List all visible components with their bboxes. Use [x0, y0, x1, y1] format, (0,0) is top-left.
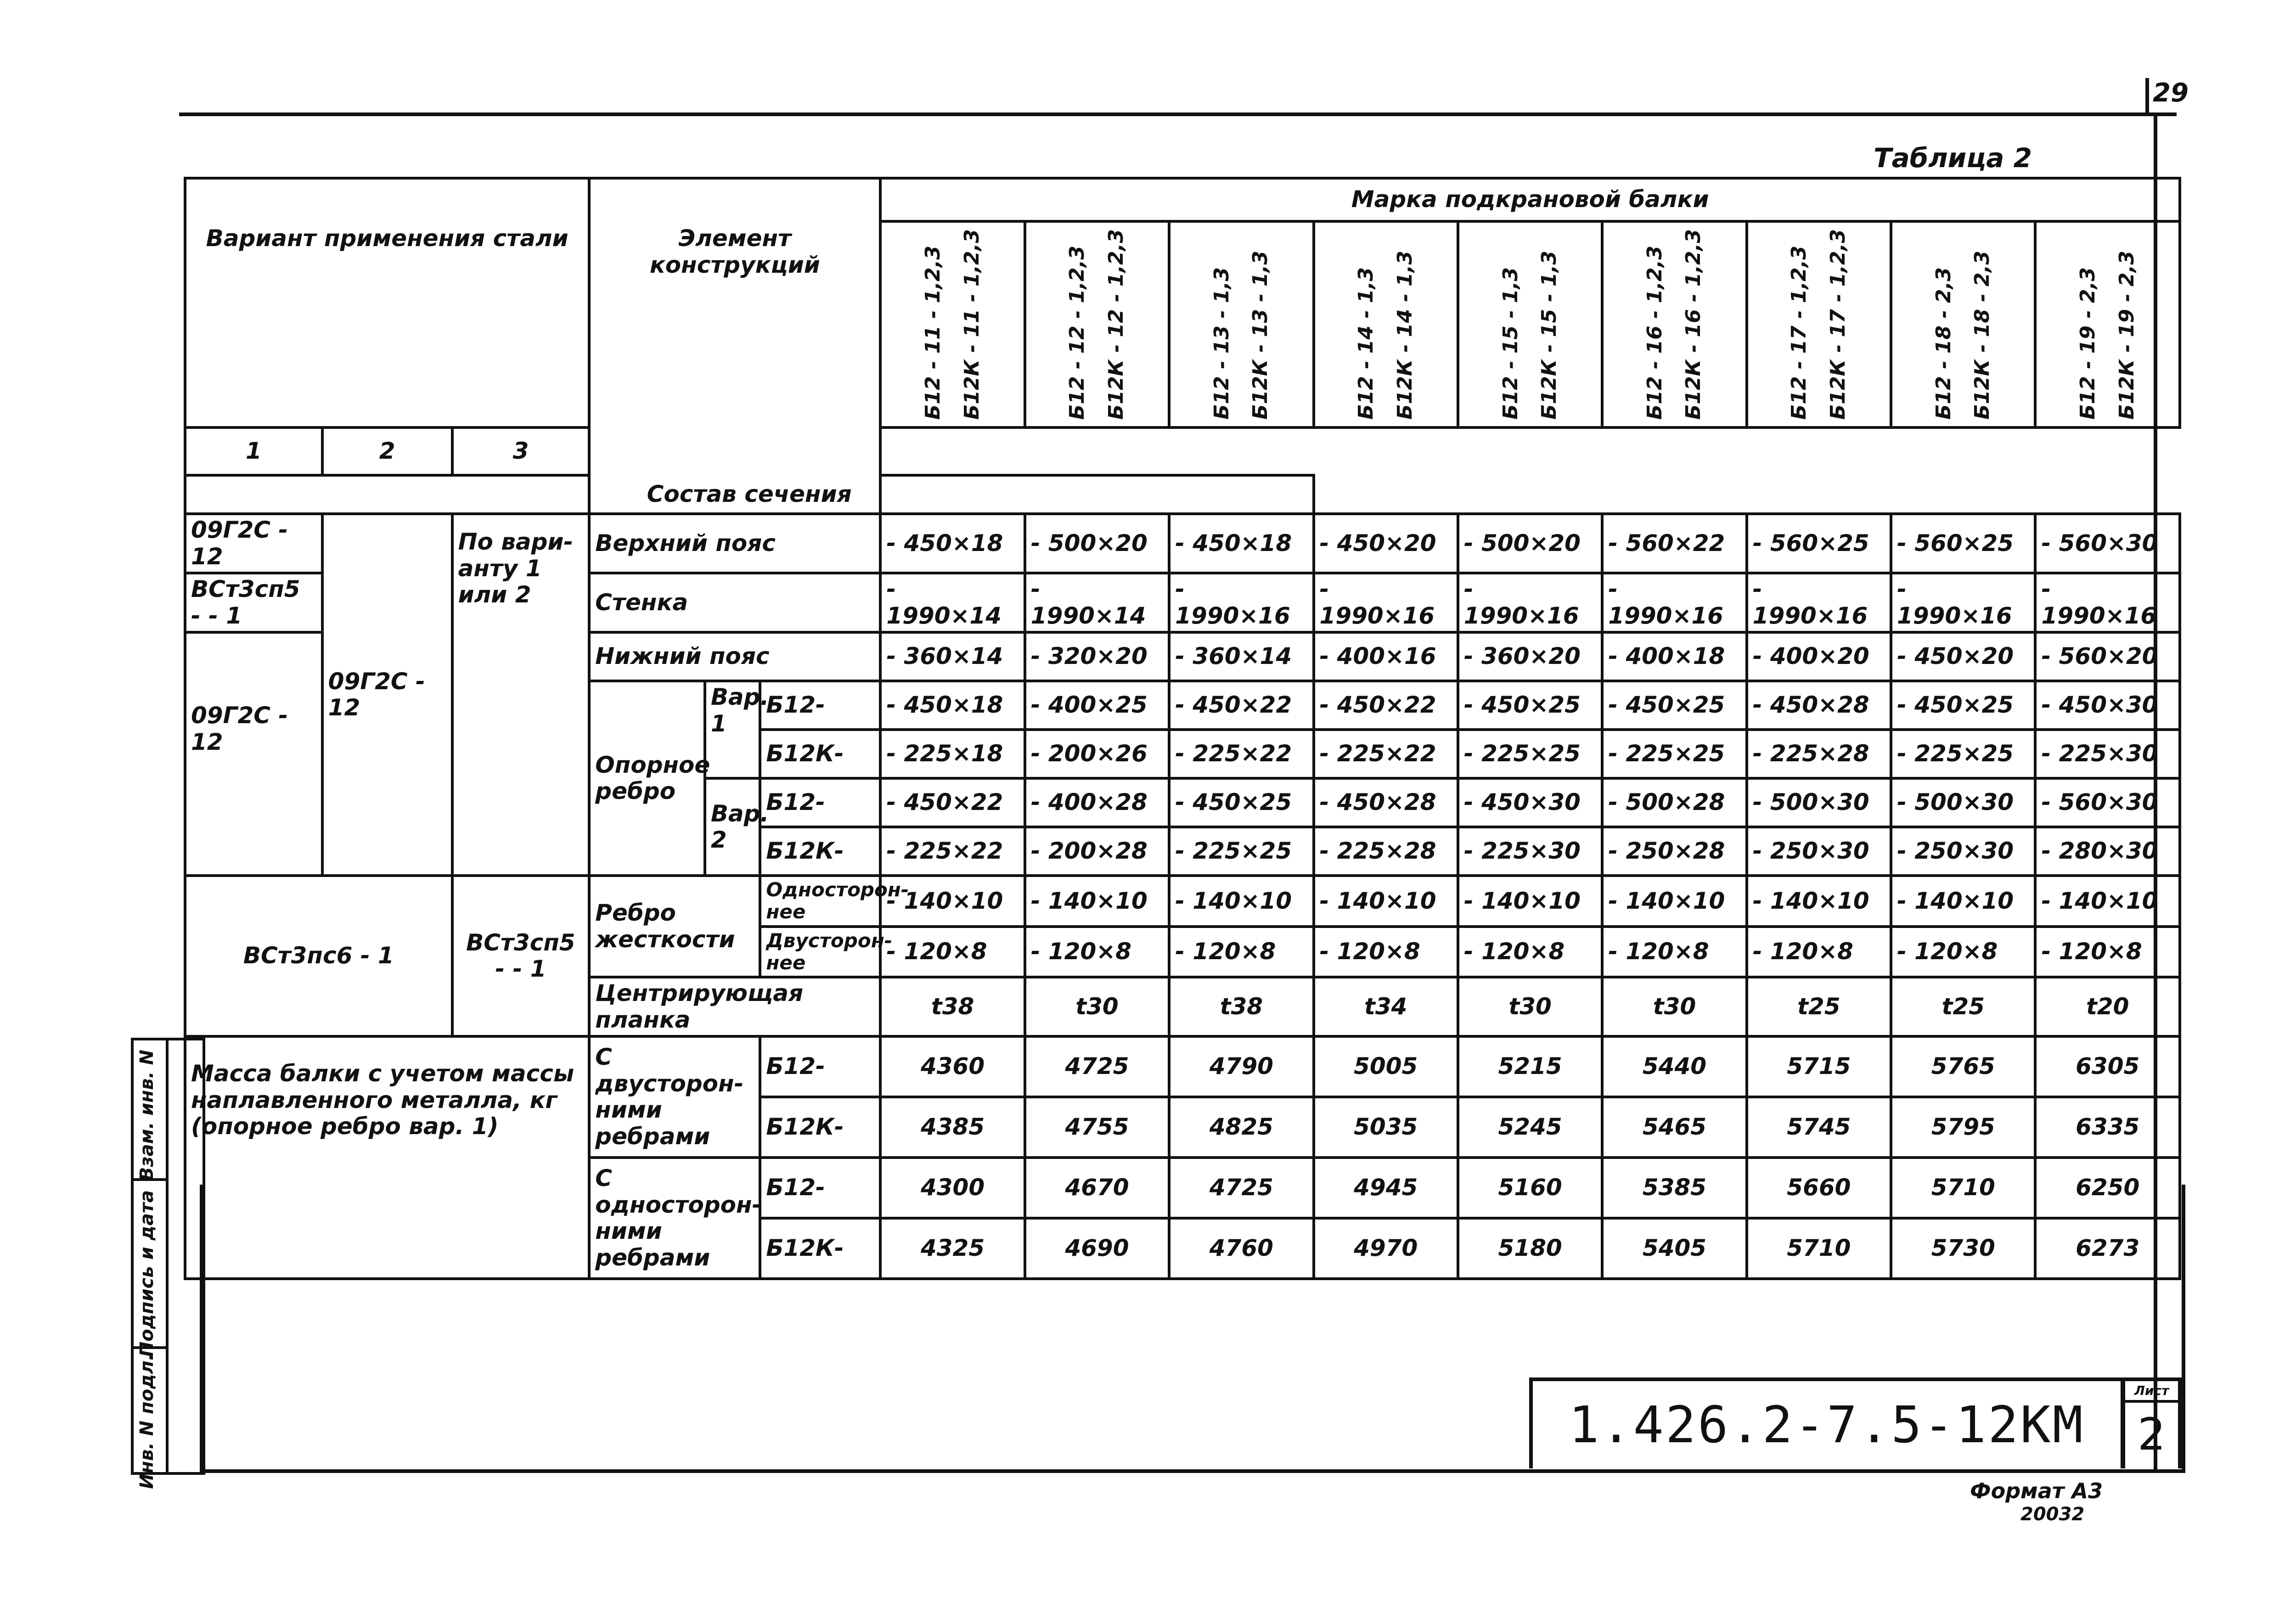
beam-mark: Б12 - 18 - 2,3 [1931, 267, 1955, 420]
value-cell: - 225×25 [1602, 730, 1746, 778]
mark-b12k: Б12К- [760, 1097, 880, 1158]
stamp-cell-inventory [134, 1349, 166, 1489]
value-cell: 5795 [1891, 1097, 2035, 1158]
value-cell: 5160 [1458, 1158, 1602, 1218]
value-cell: - 225×25 [1458, 730, 1602, 778]
row-stiff-one [185, 876, 2180, 927]
beam-mark: Б12 - 17 - 1,2,3 [1787, 245, 1811, 420]
beam-mark: Б12 - 12 - 1,2,3 [1065, 245, 1089, 420]
value-cell: t30 [1602, 977, 1746, 1036]
beam-mark-cell [1891, 221, 2035, 427]
value-cell: - 400×20 [1747, 632, 1891, 681]
beam-mark-pair [1175, 220, 1307, 429]
beam-mark-header: Марка подкрановой балки [880, 178, 2180, 221]
value-cell: 5385 [1602, 1158, 1746, 1218]
value-cell: - 400×18 [1602, 632, 1746, 681]
beam-mark-pair [1031, 220, 1163, 429]
value-cell: t38 [1169, 977, 1313, 1036]
value-cell: - 560×22 [1602, 514, 1746, 573]
value-cell: t25 [1747, 977, 1891, 1036]
value-cell: - 225×22 [880, 827, 1024, 876]
beam-mark-pair [1464, 220, 1596, 429]
sheet-box [2122, 1377, 2182, 1468]
stiff-two-side: Двусторон- нее [760, 927, 880, 978]
value-cell: 5440 [1602, 1036, 1746, 1097]
value-cell: - 450×20 [1314, 514, 1458, 573]
steel-v2: 09Г2С - 12 [322, 514, 452, 876]
beam-mark: Б12 - 19 - 2,3 [2076, 267, 2100, 420]
value-cell: 5035 [1314, 1097, 1458, 1158]
value-cell: - 225×18 [880, 730, 1024, 778]
value-cell: - 225×30 [2035, 730, 2180, 778]
beam-mark-cell [1314, 221, 1458, 427]
document-code: 1.426.2-7.5-12КМ [1569, 1395, 2085, 1454]
beam-mark-cell [1025, 221, 1169, 427]
value-cell: - 1990×16 [1169, 573, 1313, 632]
value-cell: - 280×30 [2035, 827, 2180, 876]
beam-mark-cell [1747, 221, 1891, 427]
beam-mark-k: Б12К - 11 - 1,2,3 [960, 229, 984, 420]
value-cell: - 140×10 [1458, 876, 1602, 927]
value-cell: - 1990×14 [1025, 573, 1169, 632]
beam-mark: Б12 - 11 - 1,2,3 [921, 245, 945, 420]
value-cell: - 1990×16 [1891, 573, 2035, 632]
value-cell: - 140×10 [2035, 876, 2180, 927]
value-cell: - 360×14 [880, 632, 1024, 681]
value-cell: 4725 [1169, 1158, 1313, 1218]
row-top-flange [185, 514, 2180, 573]
value-cell: - 450×25 [1891, 681, 2035, 730]
beam-mark-k: Б12К - 18 - 2,3 [1970, 251, 1994, 420]
value-cell: 4385 [880, 1097, 1024, 1158]
element-support-rib: Опорное ребро [589, 681, 705, 876]
value-cell: t25 [1891, 977, 2035, 1036]
element-center-plate: Центрирующая планка [589, 977, 880, 1036]
value-cell: 5730 [1891, 1218, 2035, 1279]
value-cell: - 225×22 [1169, 730, 1313, 778]
stamp-cell-signature [134, 1181, 166, 1357]
row-mass-two-b12 [185, 1036, 2180, 1097]
stamp-replaced-label: Взам. инв. N [136, 1050, 158, 1181]
value-cell: - 120×8 [2035, 927, 2180, 978]
mark-b12: Б12- [760, 1158, 880, 1218]
frame-top-line [179, 112, 2177, 116]
beam-mark: Б12 - 13 - 1,3 [1210, 267, 1233, 420]
value-cell: - 120×8 [880, 927, 1024, 978]
value-cell: - 140×10 [1314, 876, 1458, 927]
value-cell: - 140×10 [1169, 876, 1313, 927]
beam-mark-pair [1897, 220, 2029, 429]
value-cell: - 1990×14 [880, 573, 1024, 632]
value-cell: - 500×28 [1602, 778, 1746, 827]
value-cell: 4790 [1169, 1036, 1313, 1097]
value-cell: - 225×28 [1314, 827, 1458, 876]
value-cell: 5660 [1747, 1158, 1891, 1218]
value-cell: 4755 [1025, 1097, 1169, 1158]
stiff-one-side: Односторон- нее [760, 876, 880, 927]
mark-b12k: Б12К- [760, 730, 880, 778]
value-cell: - 225×30 [1458, 827, 1602, 876]
value-cell: - 140×10 [1747, 876, 1891, 927]
beam-mark-k: Б12К - 14 - 1,3 [1393, 251, 1417, 420]
value-cell: - 450×28 [1314, 778, 1458, 827]
value-cell: t20 [2035, 977, 2180, 1036]
value-cell: - 560×20 [2035, 632, 2180, 681]
steel-v1-b: ВСт3сп5 - - 1 [185, 573, 322, 632]
value-cell: - 250×30 [1891, 827, 2035, 876]
value-cell: - 500×30 [1891, 778, 2035, 827]
page-number-mark [2145, 78, 2149, 115]
table-title: Таблица 2 [1874, 142, 2032, 174]
beam-mark-k: Б12К - 19 - 2,3 [2115, 251, 2138, 420]
mass-label: Масса балки с учетом массы наплавленного металла, кг (опорное ребро вар. 1) [185, 1036, 589, 1279]
value-cell: 5215 [1458, 1036, 1602, 1097]
value-cell: t38 [880, 977, 1024, 1036]
variant-numbers-row [185, 427, 2180, 475]
value-cell: - 140×10 [1891, 876, 2035, 927]
value-cell: - 250×30 [1747, 827, 1891, 876]
value-cell: - 450×25 [1602, 681, 1746, 730]
value-cell: t34 [1314, 977, 1458, 1036]
element-web: Стенка [589, 573, 880, 632]
page-number: 29 [2153, 78, 2189, 108]
element-top-flange: Верхний пояс [589, 514, 880, 573]
support-var2: Вар. 2 [705, 778, 760, 876]
value-cell: - 120×8 [1025, 927, 1169, 978]
section-header: Состав сечения [185, 475, 1314, 514]
sheet-label: Лист [2125, 1383, 2178, 1403]
value-cell: 6273 [2035, 1218, 2180, 1279]
value-cell: - 450×20 [1891, 632, 2035, 681]
value-cell: - 400×16 [1314, 632, 1458, 681]
value-cell: 4760 [1169, 1218, 1313, 1279]
steel-v1-a: 09Г2С - 12 [185, 514, 322, 573]
value-cell: 5765 [1891, 1036, 2035, 1097]
beam-mark-pair [1753, 220, 1885, 429]
stamp-inventory-label: Инв. N подл. [136, 1354, 158, 1489]
mark-b12: Б12- [760, 681, 880, 730]
value-cell: - 560×30 [2035, 778, 2180, 827]
beam-mark: Б12 - 15 - 1,3 [1498, 267, 1522, 420]
stamp-signature-label: Подпись и дата [136, 1190, 158, 1357]
steel-v3: По вари- анту 1 или 2 [452, 514, 590, 876]
beam-mark-pair [886, 220, 1019, 429]
variant-number: 2 [322, 427, 452, 475]
value-cell: 6250 [2035, 1158, 2180, 1218]
mass-two-ribs: С двусторон- ними ребрами [589, 1036, 760, 1158]
value-cell: 5005 [1314, 1036, 1458, 1097]
beam-mark-k: Б12К - 13 - 1,3 [1249, 251, 1272, 420]
value-cell: - 120×8 [1602, 927, 1746, 978]
beam-mark-k: Б12К - 16 - 1,2,3 [1682, 229, 1705, 420]
mark-b12k: Б12К- [760, 827, 880, 876]
value-cell: 4670 [1025, 1158, 1169, 1218]
beam-mark-cell [1602, 221, 1746, 427]
value-cell: 4825 [1169, 1097, 1313, 1158]
value-cell: - 450×25 [1458, 681, 1602, 730]
value-cell: - 200×26 [1025, 730, 1169, 778]
beam-mark: Б12 - 14 - 1,3 [1354, 267, 1378, 420]
beam-mark-pair [2041, 220, 2174, 429]
mark-b12: Б12- [760, 1036, 880, 1097]
title-block [1529, 1377, 2124, 1468]
value-cell: - 500×20 [1025, 514, 1169, 573]
value-cell: - 450×18 [1169, 514, 1313, 573]
steel-stiff-v3: ВСт3сп5 - - 1 [452, 876, 590, 1036]
value-cell: 4325 [880, 1218, 1024, 1279]
value-cell: t30 [1458, 977, 1602, 1036]
value-cell: - 225×22 [1314, 730, 1458, 778]
mark-b12k: Б12К- [760, 1218, 880, 1279]
beam-mark: Б12 - 16 - 1,2,3 [1643, 245, 1666, 420]
value-cell: - 450×22 [1169, 681, 1313, 730]
value-cell: - 450×18 [880, 681, 1024, 730]
mark-b12: Б12- [760, 778, 880, 827]
value-cell: - 120×8 [1169, 927, 1313, 978]
value-cell: 6305 [2035, 1036, 2180, 1097]
value-cell: - 1990×16 [1314, 573, 1458, 632]
value-cell: - 200×28 [1025, 827, 1169, 876]
beam-mark-pair [1608, 220, 1740, 429]
value-cell: - 120×8 [1747, 927, 1891, 978]
value-cell: - 140×10 [880, 876, 1024, 927]
steel-v1-c: 09Г2С - 12 [185, 632, 322, 876]
value-cell: - 500×20 [1458, 514, 1602, 573]
value-cell: - 140×10 [1602, 876, 1746, 927]
variant-number: 3 [452, 427, 590, 475]
value-cell: - 320×20 [1025, 632, 1169, 681]
beam-mark-pair [1320, 220, 1452, 429]
beam-mark-cell [880, 221, 1024, 427]
value-cell: - 120×8 [1458, 927, 1602, 978]
value-cell: 4725 [1025, 1036, 1169, 1097]
value-cell: 4970 [1314, 1218, 1458, 1279]
value-cell: - 450×30 [1458, 778, 1602, 827]
format-label: Формат А3 [1970, 1478, 2103, 1503]
beam-mark-k: Б12К - 12 - 1,2,3 [1104, 229, 1128, 420]
variant-header: Вариант применения стали [185, 178, 589, 427]
value-cell: - 450×18 [880, 514, 1024, 573]
value-cell: - 120×8 [1314, 927, 1458, 978]
value-cell: - 560×25 [1747, 514, 1891, 573]
value-cell: - 450×22 [880, 778, 1024, 827]
value-cell: 4360 [880, 1036, 1024, 1097]
value-cell: - 1990×16 [2035, 573, 2180, 632]
value-cell: - 400×28 [1025, 778, 1169, 827]
value-cell: - 360×14 [1169, 632, 1313, 681]
value-cell: - 225×25 [1169, 827, 1313, 876]
mass-one-ribs: С односторон- ними ребрами [589, 1158, 760, 1279]
value-cell: 5710 [1891, 1158, 2035, 1218]
value-cell: - 140×10 [1025, 876, 1169, 927]
value-cell: 5710 [1747, 1218, 1891, 1279]
value-cell: 4690 [1025, 1218, 1169, 1279]
value-cell: - 400×25 [1025, 681, 1169, 730]
steel-stiff-v12: ВСт3пс6 - 1 [185, 876, 452, 1036]
value-cell: 4945 [1314, 1158, 1458, 1218]
variant-number: 1 [185, 427, 322, 475]
stamp-cell-replaced [134, 1040, 166, 1181]
beam-section-table [184, 177, 2181, 1280]
value-cell: - 450×22 [1314, 681, 1458, 730]
value-cell: 5465 [1602, 1097, 1746, 1158]
value-cell: 5715 [1747, 1036, 1891, 1097]
format-sub-label: 20032 [2020, 1504, 2085, 1525]
value-cell: 6335 [2035, 1097, 2180, 1158]
beam-mark-cell [1458, 221, 1602, 427]
value-cell: - 225×28 [1747, 730, 1891, 778]
value-cell: t30 [1025, 977, 1169, 1036]
value-cell: - 1990×16 [1458, 573, 1602, 632]
value-cell: - 450×28 [1747, 681, 1891, 730]
value-cell: - 560×25 [1891, 514, 2035, 573]
beam-mark-k: Б12К - 17 - 1,2,3 [1826, 229, 1850, 420]
beam-mark-cell [1169, 221, 1313, 427]
value-cell: - 450×30 [2035, 681, 2180, 730]
value-cell: - 500×30 [1747, 778, 1891, 827]
element-bottom-flange: Нижний пояс [589, 632, 880, 681]
beam-mark-k: Б12К - 15 - 1,3 [1537, 251, 1561, 420]
value-cell: 5405 [1602, 1218, 1746, 1279]
stamp-divider [166, 1040, 169, 1472]
value-cell: - 1990×16 [1747, 573, 1891, 632]
value-cell: - 1990×16 [1602, 573, 1746, 632]
support-var1: Вар. 1 [705, 681, 760, 778]
value-cell: - 225×25 [1891, 730, 2035, 778]
approval-stamp [131, 1038, 205, 1489]
element-stiff-rib: Ребро жесткости [589, 876, 760, 977]
element-header: Элемент конструкций [589, 178, 880, 514]
value-cell: 5745 [1747, 1097, 1891, 1158]
value-cell: - 560×30 [2035, 514, 2180, 573]
value-cell: - 120×8 [1891, 927, 2035, 978]
value-cell: - 450×25 [1169, 778, 1313, 827]
value-cell: - 360×20 [1458, 632, 1602, 681]
value-cell: 5245 [1458, 1097, 1602, 1158]
value-cell: 4300 [880, 1158, 1024, 1218]
beam-mark-cell [2035, 221, 2180, 427]
value-cell: - 250×28 [1602, 827, 1746, 876]
sheet-number: 2 [2137, 1409, 2166, 1460]
value-cell: 5180 [1458, 1218, 1602, 1279]
